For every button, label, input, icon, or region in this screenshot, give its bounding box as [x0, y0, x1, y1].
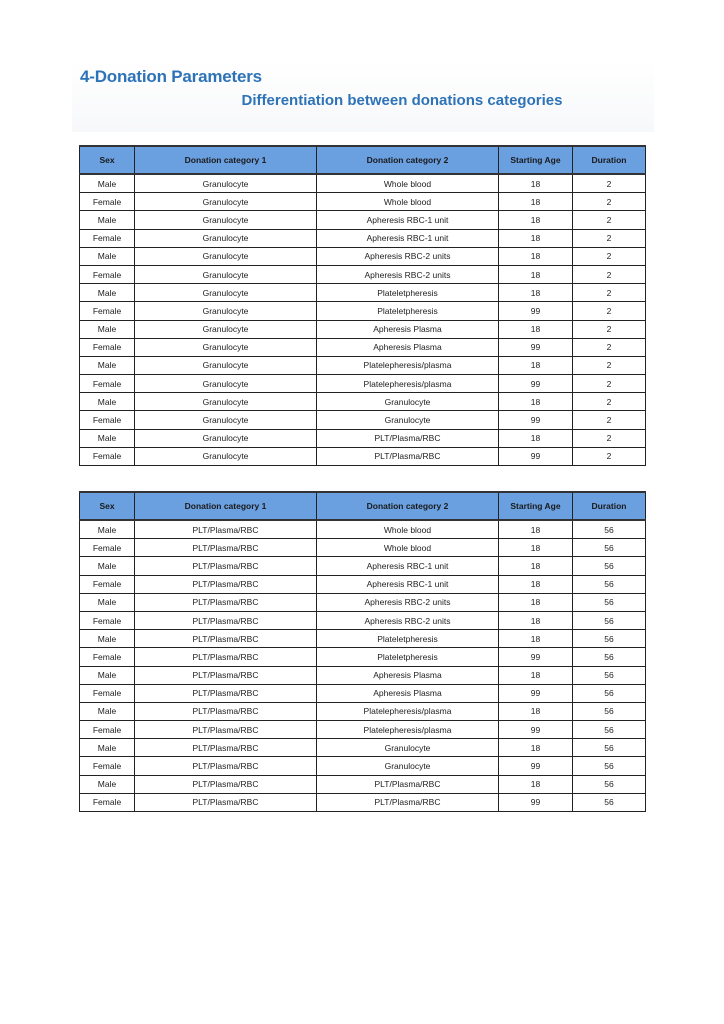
table-row: [80, 539, 646, 557]
cell-starting-age: 18: [499, 520, 573, 539]
cell-donation-category-2: PLT/Plasma/RBC: [317, 447, 499, 465]
cell-donation-category-2: Apheresis RBC-1 unit: [317, 211, 499, 229]
cell-duration: 2: [573, 247, 646, 265]
cell-sex: Male: [80, 739, 135, 757]
cell-donation-category-1: Granulocyte: [135, 393, 317, 411]
cell-duration: 2: [573, 193, 646, 211]
table-row: [80, 721, 646, 739]
cell-donation-category-1: PLT/Plasma/RBC: [135, 611, 317, 629]
cell-starting-age: 18: [499, 356, 573, 374]
cell-donation-category-2: Apheresis RBC-2 units: [317, 593, 499, 611]
table-row: [80, 265, 646, 283]
cell-starting-age: 99: [499, 793, 573, 811]
header-sex: Sex: [80, 146, 135, 174]
table-row: [80, 429, 646, 447]
cell-duration: 56: [573, 630, 646, 648]
cell-donation-category-1: PLT/Plasma/RBC: [135, 539, 317, 557]
cell-starting-age: 18: [499, 739, 573, 757]
cell-duration: 56: [573, 793, 646, 811]
header-donation-category-1: Donation category 1: [135, 492, 317, 520]
cell-donation-category-1: Granulocyte: [135, 429, 317, 447]
cell-duration: 2: [573, 375, 646, 393]
table-row: [80, 338, 646, 356]
cell-starting-age: 18: [499, 611, 573, 629]
cell-donation-category-2: Apheresis Plasma: [317, 666, 499, 684]
cell-donation-category-1: PLT/Plasma/RBC: [135, 520, 317, 539]
cell-duration: 2: [573, 411, 646, 429]
cell-starting-age: 99: [499, 411, 573, 429]
cell-sex: Female: [80, 757, 135, 775]
donation-parameters-table-1: [79, 145, 646, 466]
cell-donation-category-1: PLT/Plasma/RBC: [135, 721, 317, 739]
cell-starting-age: 18: [499, 575, 573, 593]
cell-donation-category-1: PLT/Plasma/RBC: [135, 648, 317, 666]
cell-starting-age: 99: [499, 447, 573, 465]
cell-donation-category-2: Whole blood: [317, 174, 499, 193]
cell-starting-age: 18: [499, 429, 573, 447]
cell-sex: Female: [80, 684, 135, 702]
cell-starting-age: 18: [499, 174, 573, 193]
cell-starting-age: 18: [499, 557, 573, 575]
cell-duration: 2: [573, 265, 646, 283]
cell-sex: Female: [80, 411, 135, 429]
cell-donation-category-2: Apheresis Plasma: [317, 684, 499, 702]
cell-starting-age: 18: [499, 666, 573, 684]
cell-starting-age: 18: [499, 593, 573, 611]
table-row: [80, 593, 646, 611]
table-row: [80, 648, 646, 666]
cell-starting-age: 18: [499, 775, 573, 793]
table-row: [80, 611, 646, 629]
cell-donation-category-1: Granulocyte: [135, 265, 317, 283]
table-row: [80, 356, 646, 374]
cell-donation-category-2: Apheresis RBC-2 units: [317, 611, 499, 629]
cell-starting-age: 99: [499, 375, 573, 393]
cell-duration: 2: [573, 338, 646, 356]
cell-sex: Female: [80, 193, 135, 211]
cell-duration: 2: [573, 174, 646, 193]
header-duration: Duration: [573, 146, 646, 174]
header-starting-age: Starting Age: [499, 492, 573, 520]
cell-donation-category-2: PLT/Plasma/RBC: [317, 429, 499, 447]
cell-sex: Male: [80, 211, 135, 229]
cell-donation-category-1: Granulocyte: [135, 411, 317, 429]
cell-sex: Female: [80, 229, 135, 247]
cell-duration: 2: [573, 356, 646, 374]
cell-starting-age: 18: [499, 211, 573, 229]
cell-sex: Male: [80, 356, 135, 374]
cell-duration: 56: [573, 666, 646, 684]
cell-sex: Male: [80, 247, 135, 265]
cell-sex: Female: [80, 575, 135, 593]
cell-donation-category-2: Apheresis Plasma: [317, 320, 499, 338]
cell-starting-age: 99: [499, 648, 573, 666]
cell-starting-age: 18: [499, 630, 573, 648]
header-sex: Sex: [80, 492, 135, 520]
cell-donation-category-1: PLT/Plasma/RBC: [135, 793, 317, 811]
table-header-row: [80, 146, 646, 174]
table-row: [80, 193, 646, 211]
table-row: [80, 630, 646, 648]
cell-duration: 2: [573, 302, 646, 320]
cell-duration: 2: [573, 229, 646, 247]
cell-donation-category-2: Whole blood: [317, 520, 499, 539]
cell-sex: Female: [80, 375, 135, 393]
cell-duration: 2: [573, 393, 646, 411]
header-starting-age: Starting Age: [499, 146, 573, 174]
section-subheading: Differentiation between donations categories: [241, 92, 563, 109]
cell-starting-age: 99: [499, 757, 573, 775]
cell-sex: Male: [80, 520, 135, 539]
cell-starting-age: 18: [499, 193, 573, 211]
cell-donation-category-1: Granulocyte: [135, 302, 317, 320]
cell-donation-category-1: Granulocyte: [135, 174, 317, 193]
cell-sex: Male: [80, 174, 135, 193]
cell-donation-category-2: Granulocyte: [317, 757, 499, 775]
cell-duration: 56: [573, 520, 646, 539]
cell-duration: 56: [573, 611, 646, 629]
cell-donation-category-2: Apheresis RBC-2 units: [317, 247, 499, 265]
table-row: [80, 284, 646, 302]
section-heading: 4-Donation Parameters: [80, 67, 262, 86]
cell-donation-category-2: Platelepheresis/plasma: [317, 356, 499, 374]
cell-duration: 56: [573, 684, 646, 702]
cell-starting-age: 99: [499, 338, 573, 356]
cell-sex: Male: [80, 284, 135, 302]
table-row: [80, 375, 646, 393]
cell-donation-category-1: PLT/Plasma/RBC: [135, 557, 317, 575]
table-row: [80, 411, 646, 429]
cell-donation-category-1: Granulocyte: [135, 247, 317, 265]
cell-starting-age: 99: [499, 684, 573, 702]
cell-duration: 2: [573, 429, 646, 447]
cell-sex: Male: [80, 702, 135, 720]
cell-starting-age: 99: [499, 302, 573, 320]
cell-donation-category-1: Granulocyte: [135, 447, 317, 465]
cell-donation-category-1: PLT/Plasma/RBC: [135, 702, 317, 720]
table-row: [80, 247, 646, 265]
header-donation-category-2: Donation category 2: [317, 492, 499, 520]
cell-donation-category-1: PLT/Plasma/RBC: [135, 666, 317, 684]
cell-donation-category-2: Plateletpheresis: [317, 648, 499, 666]
cell-duration: 56: [573, 575, 646, 593]
cell-donation-category-1: PLT/Plasma/RBC: [135, 630, 317, 648]
cell-donation-category-1: Granulocyte: [135, 284, 317, 302]
table-row: [80, 393, 646, 411]
cell-donation-category-2: Granulocyte: [317, 739, 499, 757]
cell-duration: 2: [573, 284, 646, 302]
cell-sex: Male: [80, 775, 135, 793]
cell-donation-category-2: Apheresis RBC-1 unit: [317, 575, 499, 593]
cell-donation-category-2: Platelepheresis/plasma: [317, 721, 499, 739]
cell-starting-age: 18: [499, 284, 573, 302]
cell-duration: 56: [573, 775, 646, 793]
cell-starting-age: 18: [499, 393, 573, 411]
table-row: [80, 320, 646, 338]
cell-donation-category-1: Granulocyte: [135, 193, 317, 211]
cell-donation-category-2: Whole blood: [317, 539, 499, 557]
cell-duration: 56: [573, 593, 646, 611]
cell-duration: 56: [573, 739, 646, 757]
table-row: [80, 739, 646, 757]
table-header-row: [80, 492, 646, 520]
table-row: [80, 775, 646, 793]
donation-parameters-table-2: [79, 491, 646, 812]
cell-starting-age: 18: [499, 265, 573, 283]
cell-duration: 2: [573, 447, 646, 465]
cell-sex: Female: [80, 793, 135, 811]
table-row: [80, 174, 646, 193]
table-row: [80, 702, 646, 720]
cell-donation-category-1: PLT/Plasma/RBC: [135, 593, 317, 611]
cell-sex: Male: [80, 593, 135, 611]
cell-donation-category-2: Apheresis RBC-1 unit: [317, 229, 499, 247]
cell-starting-age: 18: [499, 702, 573, 720]
cell-donation-category-2: Whole blood: [317, 193, 499, 211]
cell-donation-category-1: Granulocyte: [135, 375, 317, 393]
cell-donation-category-2: PLT/Plasma/RBC: [317, 775, 499, 793]
table-row: [80, 229, 646, 247]
cell-sex: Male: [80, 557, 135, 575]
cell-donation-category-2: Plateletpheresis: [317, 302, 499, 320]
cell-duration: 56: [573, 757, 646, 775]
cell-donation-category-2: Granulocyte: [317, 393, 499, 411]
cell-donation-category-2: Apheresis Plasma: [317, 338, 499, 356]
cell-donation-category-2: Apheresis RBC-2 units: [317, 265, 499, 283]
cell-sex: Female: [80, 648, 135, 666]
cell-starting-age: 18: [499, 320, 573, 338]
table-row: [80, 520, 646, 539]
cell-donation-category-1: Granulocyte: [135, 320, 317, 338]
cell-duration: 56: [573, 539, 646, 557]
cell-sex: Female: [80, 338, 135, 356]
cell-donation-category-1: Granulocyte: [135, 211, 317, 229]
cell-starting-age: 18: [499, 539, 573, 557]
cell-starting-age: 18: [499, 229, 573, 247]
cell-sex: Male: [80, 429, 135, 447]
cell-donation-category-1: PLT/Plasma/RBC: [135, 775, 317, 793]
cell-sex: Female: [80, 447, 135, 465]
cell-donation-category-1: PLT/Plasma/RBC: [135, 757, 317, 775]
header-donation-category-1: Donation category 1: [135, 146, 317, 174]
cell-sex: Female: [80, 539, 135, 557]
cell-donation-category-2: Apheresis RBC-1 unit: [317, 557, 499, 575]
cell-donation-category-2: Platelepheresis/plasma: [317, 702, 499, 720]
cell-donation-category-2: PLT/Plasma/RBC: [317, 793, 499, 811]
cell-donation-category-2: Plateletpheresis: [317, 630, 499, 648]
cell-starting-age: 99: [499, 721, 573, 739]
cell-donation-category-1: Granulocyte: [135, 356, 317, 374]
cell-sex: Female: [80, 302, 135, 320]
cell-duration: 2: [573, 211, 646, 229]
cell-sex: Male: [80, 666, 135, 684]
cell-donation-category-1: Granulocyte: [135, 229, 317, 247]
table-row: [80, 557, 646, 575]
table-row: [80, 666, 646, 684]
table-row: [80, 211, 646, 229]
cell-duration: 56: [573, 721, 646, 739]
table-row: [80, 793, 646, 811]
cell-donation-category-1: PLT/Plasma/RBC: [135, 739, 317, 757]
cell-sex: Female: [80, 721, 135, 739]
table-row: [80, 757, 646, 775]
cell-donation-category-1: PLT/Plasma/RBC: [135, 575, 317, 593]
cell-starting-age: 18: [499, 247, 573, 265]
cell-donation-category-2: Platelepheresis/plasma: [317, 375, 499, 393]
cell-donation-category-1: Granulocyte: [135, 338, 317, 356]
cell-sex: Male: [80, 630, 135, 648]
header-duration: Duration: [573, 492, 646, 520]
cell-donation-category-2: Plateletpheresis: [317, 284, 499, 302]
cell-sex: Female: [80, 611, 135, 629]
table-row: [80, 684, 646, 702]
cell-donation-category-2: Granulocyte: [317, 411, 499, 429]
cell-sex: Male: [80, 320, 135, 338]
cell-duration: 2: [573, 320, 646, 338]
cell-duration: 56: [573, 557, 646, 575]
table-row: [80, 302, 646, 320]
cell-sex: Male: [80, 393, 135, 411]
table-row: [80, 447, 646, 465]
cell-duration: 56: [573, 648, 646, 666]
cell-duration: 56: [573, 702, 646, 720]
cell-donation-category-1: PLT/Plasma/RBC: [135, 684, 317, 702]
header-donation-category-2: Donation category 2: [317, 146, 499, 174]
cell-sex: Female: [80, 265, 135, 283]
table-row: [80, 575, 646, 593]
